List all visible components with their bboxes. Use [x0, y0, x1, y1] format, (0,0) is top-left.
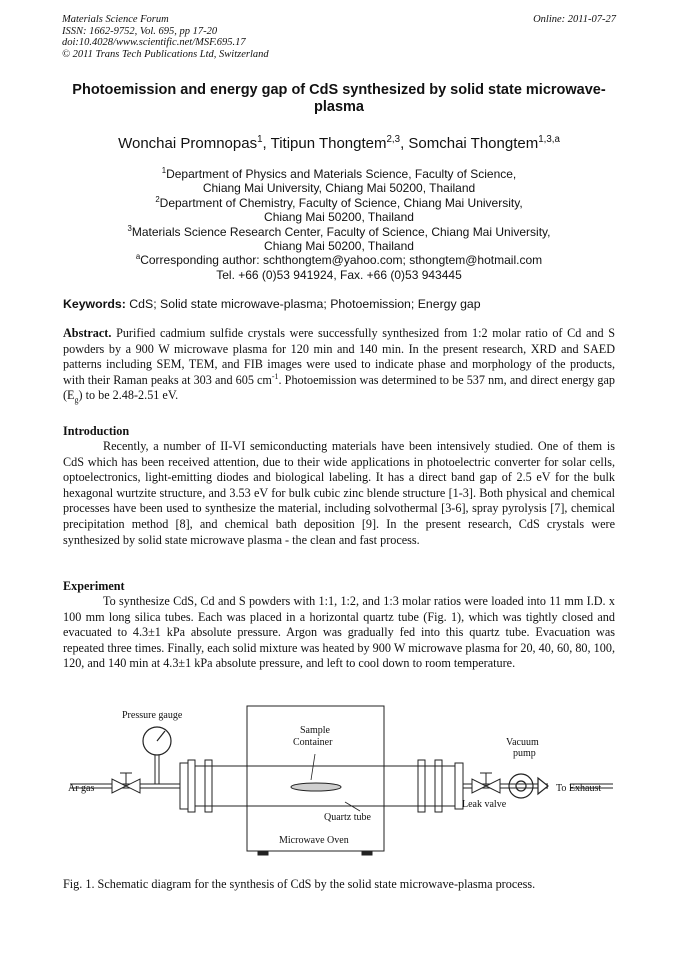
- introduction-text: Recently, a number of II-VI semiconducting materials have been intensively studied. One of them is CdS which has been received attention, due to their wide applications in photoelectric converter for solar cells, optoelectronics, light-emitting diodes and biological labeling. It has a direct band gap of 2.5 eV for the bulk hexagonal wurtzite structure, and 3.53 eV for bulk cubic zinc blende structure [1-3]. Both physical and chemical processes have been used to synthesize the material, including solvothermal [3-6], spray pyrolysis [7], chemical precipitation method [8], and chemical bath deposition [9]. In the present research, CdS crystals were synthesized by solid state microwave plasma - the clean and fast process.: [63, 439, 615, 547]
- abstract: [63, 326, 615, 404]
- issn: ISSN: 1662-9752, Vol. 695, pp 17-20: [62, 25, 218, 37]
- affiliation-line: Chiang Mai 50200, Thailand: [264, 239, 414, 254]
- affiliation-line: Materials Science Research Center, Faculty of Science, Chiang Mai University,: [131, 224, 551, 239]
- abstract-text: ) to be 2.48-2.51 eV.: [78, 388, 179, 403]
- abstract-sup: -1: [271, 371, 279, 381]
- keywords-label: Keywords:: [63, 297, 126, 311]
- vacuum-label-line1: Vacuum: [506, 737, 539, 748]
- affiliation-sup: 2: [155, 194, 160, 204]
- copyright: © 2011 Trans Tech Publications Ltd, Switzerland: [62, 48, 269, 60]
- inlet-valve-icon: [112, 773, 140, 793]
- author-list: Wonchai Promnopas$^1$, Titipun Thongtem$^{2,3}$, Somchai Thongtem$^{1,3,a}$: [118, 134, 560, 152]
- author-name: Titipun Thongtem: [270, 135, 387, 152]
- author-name: Somchai Thongtem: [408, 135, 539, 152]
- leak-valve-label: Leak valve: [462, 799, 507, 810]
- vacuum-label-line2: pump: [513, 748, 536, 759]
- affiliation-line: Chiang Mai 50200, Thailand: [264, 210, 414, 225]
- figure-1-schematic: [60, 700, 620, 870]
- quartz-tube-label: Quartz tube: [324, 812, 371, 823]
- affiliations: [70, 167, 608, 282]
- sample-label-line2: Container: [293, 737, 333, 748]
- microwave-oven-label: Microwave Oven: [279, 835, 349, 846]
- ar-gas-label: Ar gas: [68, 783, 95, 794]
- experiment-text: To synthesize CdS, Cd and S powders with 1:1, 1:2, and 1:3 molar ratios were loaded into 11 mm I.D. x 100 mm long silica tubes. Each was placed in a horizontal quartz tube (Fig. 1), which was tightly closed and evacuated to 4.3±1 kPa absolute pressure. Argon was gradually fed into this quartz tube. Evacuation was repeated three times. Finally, each solid mixture was heated by 900 W microwave plasma for 20, 40, 60, 80, 100, 120, and 140 min at 4.3±1 kPa absolute pressure, and left to cool down to room temperature.: [63, 594, 615, 671]
- experiment-heading: Experiment: [63, 579, 125, 593]
- paper-title: Photoemission and energy gap of CdS synthesized by solid state microwave-plasma: [72, 82, 606, 115]
- keywords-text: CdS; Solid state microwave-plasma; Photoemission; Energy gap: [129, 297, 481, 311]
- corresponding-sup: a: [135, 252, 141, 262]
- corresponding-author: Corresponding author: schthongtem@yahoo.com; sthongtem@hotmail.com: [140, 253, 543, 268]
- journal-name: Materials Science Forum: [62, 14, 169, 25]
- affiliation-sup: 3: [127, 223, 132, 233]
- author-name: Wonchai Promnopas: [118, 135, 258, 152]
- author-sup: 1: [257, 134, 263, 145]
- journal-header: [62, 14, 269, 60]
- keywords: [63, 297, 623, 311]
- sample-label-line1: Sample: [300, 725, 330, 736]
- pressure-gauge-label: Pressure gauge: [122, 710, 183, 721]
- online-date: Online: 2011-07-27: [533, 14, 616, 25]
- author-sup: 2,3: [386, 134, 401, 145]
- affiliation-line: Department of Chemistry, Faculty of Science, Chiang Mai University,: [159, 195, 523, 210]
- sample-container-icon: [291, 783, 341, 791]
- leak-valve-icon: [472, 773, 500, 793]
- abstract-label: Abstract.: [63, 326, 112, 340]
- pressure-gauge-icon: [143, 727, 171, 755]
- introduction-paragraph: [63, 439, 615, 548]
- affiliation-line: Department of Physics and Materials Science, Faculty of Science,: [166, 167, 517, 181]
- abstract-text: Purified cadmium sulfide crystals were successfully synthesized from 1:2 molar ratio of Cd and S powders by a 900 W microwave plasma for 120 min and 140 min. In the present research, XRD and SAED patterns including SEM, TEM, and FIB images were used to indicate phase and morphology of the products, with their Raman peaks at 303 and 605 cm: [63, 326, 616, 387]
- figure-caption: Fig. 1. Schematic diagram for the synthesis of CdS by the solid state microwave-plasma process.: [63, 877, 536, 891]
- to-exhaust-label: To Exhaust: [556, 783, 602, 794]
- abstract-sub: g: [74, 395, 79, 405]
- vacuum-pump-icon: [509, 774, 548, 798]
- abstract-text: . Photoemission was determined to be 537 nm, and direct energy gap (E: [63, 372, 615, 403]
- affiliation-line: Chiang Mai University, Chiang Mai 50200, Thailand: [202, 181, 476, 196]
- doi: doi:10.4028/www.scientific.net/MSF.695.17: [62, 37, 246, 48]
- contact-phone: Tel. +66 (0)53 941924, Fax. +66 (0)53 943445: [216, 267, 462, 282]
- experiment-paragraph: [63, 594, 615, 672]
- author-sup: 1,3,a: [538, 134, 560, 145]
- affiliation-sup: 1: [161, 166, 167, 175]
- introduction-heading: Introduction: [63, 424, 130, 438]
